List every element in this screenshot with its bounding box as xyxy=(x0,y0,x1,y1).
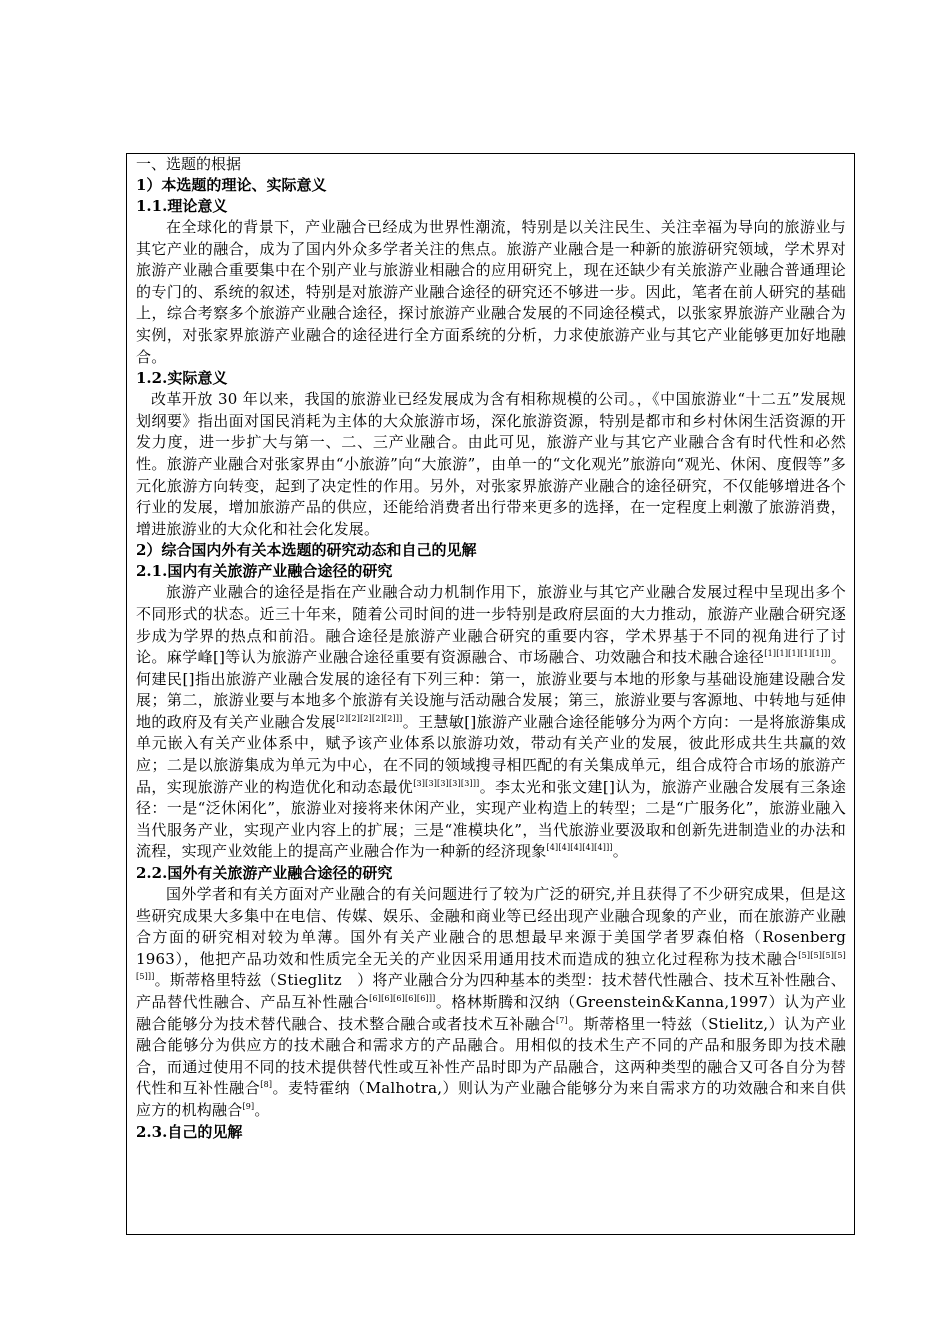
text-domestic-1: 旅游产业融合的途径是指在产业融合动力机制作用下，旅游业与其它产业融合发展过程中呈现出多个不同形式的状态。近三十年来，随着公司时间的进一步特别是政府层面的大力推动，旅游产业融合研究逐步成为学界的热点和前沿。融合途径是旅游产业融合研究的重要内容，学术界基于不同的视角进行了讨论。麻学峰[]等认为旅游产业融合途径重要有资源融合、市场融合、功效融合和技术融合途径 xyxy=(136,583,846,667)
text-foreign-5: 。麦特霍纳（Malhotra,）则认为产业融合能够分为来自需求方的功效融合和来自供应方的机构融合 xyxy=(136,1079,846,1119)
form-frame xyxy=(126,153,855,1235)
heading-practical: 1.2.实际意义 xyxy=(136,369,228,388)
citation-8: [8] xyxy=(260,1080,273,1090)
heading-domestic: 2.1.国内有关旅游产业融合途径的研究 xyxy=(136,562,393,581)
heading-theoretical: 1.1.理论意义 xyxy=(136,197,228,215)
text-domestic-5: 。 xyxy=(612,842,628,861)
text-domestic-4: 。李太光和张文建[]认为，旅游产业融合发展有三条途径：一是“泛休闲化”，旅游业对接将来休闲产业，实现产业构造上的转型；二是“广服务化”，旅游业融入当代服务产业，实现产业内容上的扩展；三是“准模块化”，当代旅游业要汲取和创新先进制造业的办法和流程，实现产业效能上的提高产业融合作为一种新的经济现象 xyxy=(136,777,846,861)
citation-6: [6][6][6][6][6]]] xyxy=(369,994,436,1003)
citation-5: [5][5][5][5][5]]] xyxy=(136,950,846,982)
heading-own-view: 2.3.自己的见解 xyxy=(136,1122,243,1141)
paragraph-practical: 改革开放 30 年以来，我国的旅游业已经发展成为含有相称规模的公司。，《中国旅游业“十二五”发展规划纲要》指出面对国民消耗为主体的大众旅游市场，深化旅游资源，特别是都市和乡村休闲生活资源的开发力度，进一步扩大与第一、二、三产业融合。由此可见，旅游产业与其它产业融合含有时代性和必然性。旅游产业融合对张家界由“小旅游”向“大旅游”，由单一的“文化观光”旅游向“观光、休闲、度假等”多元化旅游方向转变，起到了决定性的作用。另外，对张家界旅游产业融合的途径研究，不仅能够增进各个行业的发展，增加旅游产品的供应，还能给消费者出行带来更多的选择，在一定程度上刺激了旅游消费，增进旅游业的大众化和社会化发展。 xyxy=(136,390,846,538)
section-title: 一、选题的根据 xyxy=(136,155,242,173)
heading-research-status: 2）综合国内外有关本选题的研究动态和自己的见解 xyxy=(136,541,477,560)
citation-3: [3][3][3][3][3]]] xyxy=(413,778,480,788)
text-foreign-1: 国外学者和有关方面对产业融合的有关问题进行了较为广泛的研究,并且获得了不少研究成果，但是这些研究成果大多集中在电信、传媒、娱乐、金融和商业等已经出现产业融合现象的产业，而在旅游产业融合方面的研究相对较为单薄。国外有关产业融合的思想最早来源于美国学者罗森伯格（Rosenberg 1963），他把产品功效和性质完全无关的产业因采用通用技术而造成的独立化过程称为技术融合 xyxy=(136,885,846,968)
text-foreign-4: 。斯蒂格里一特兹（Stielitz,）认为产业融合能够分为供应方的技术融合和需求方的产品融合。用相似的技术生产不同的产品和服务即为技术融合，而通过使用不同的技术提供替代性或互补性产品时即为产品融合，这两种类型的融合又可各自分为替代性和互补性融合 xyxy=(136,1014,846,1098)
citation-4: [4][4][4][4][4]]] xyxy=(546,843,613,853)
citation-9: [9] xyxy=(242,1101,255,1111)
heading-foreign: 2.2.国外有关旅游产业融合途径的研究 xyxy=(136,864,393,883)
heading-significance: 1）本选题的理论、实际意义 xyxy=(136,176,327,194)
citation-2: [2][2][2][2][2]]] xyxy=(336,713,403,723)
citation-7: [7] xyxy=(555,1015,568,1025)
text-foreign-3: 。格林斯腾和汉纳（Greenstein&Kanna,1997）认为产业融合能够分为技术替代融合、技术整合融合或者技术互补融合 xyxy=(136,993,846,1033)
paragraph-foreign xyxy=(136,884,846,1122)
paragraph-theoretical: 在全球化的背景下，产业融合已经成为世界性潮流，特别是以关注民生、关注幸福为导向的旅游业与其它产业的融合，成为了国内外众多学者关注的焦点。旅游产业融合是一种新的旅游研究领域，学术界对旅游产业融合重要集中在个别产业与旅游业相融合的应用研究上，现在还缺少有关旅游产业融合普通理论的专门的、系统的叙述，特别是对旅游产业融合途径的研究还不够进一步。因此，笔者在前人研究的基础上，综合考察多个旅游产业融合途径，探讨旅游产业融合发展的不同途径模式，以张家界旅游产业融合为实例，对张家界旅游产业融合的途径进行全方面系统的分析，力求使旅游产业与其它产业能够更加好地融合。 xyxy=(136,218,846,366)
text-domestic-3: 。王慧敏[]旅游产业融合途径能够分为两个方向：一是将旅游集成单元嵌入有关产业体系中，赋予该产业体系以旅游功效，带动有关产业的发展，彼此形成共生共赢的效应；二是以旅游集成为单元为中心，在不同的领域搜寻相匹配的有关集成单元，组合成符合市场的旅游产品，实现旅游产业的构造优化和动态最优 xyxy=(136,712,846,796)
citation-1: [1][1][1][1][1]]] xyxy=(764,649,831,659)
paragraph-domestic xyxy=(136,582,846,863)
text-foreign-2: 。斯蒂格里特兹（Stieglitz ）将产业融合分为四种基本的类型：技术替代性融合、技术互补性融合、产品替代性融合、产品互补性融合 xyxy=(136,971,846,1011)
text-foreign-6: 。 xyxy=(254,1100,270,1119)
text-domestic-2: 。何建民[]指出旅游产业融合发展的途径有下列三种：第一，旅游业要与本地的形象与基础设施建设融合发展；第二，旅游业要与本地多个旅游有关设施与活动融合发展；第三，旅游业要与客源地、中转地与延伸地的政府及有关产业融合发展 xyxy=(136,648,847,731)
